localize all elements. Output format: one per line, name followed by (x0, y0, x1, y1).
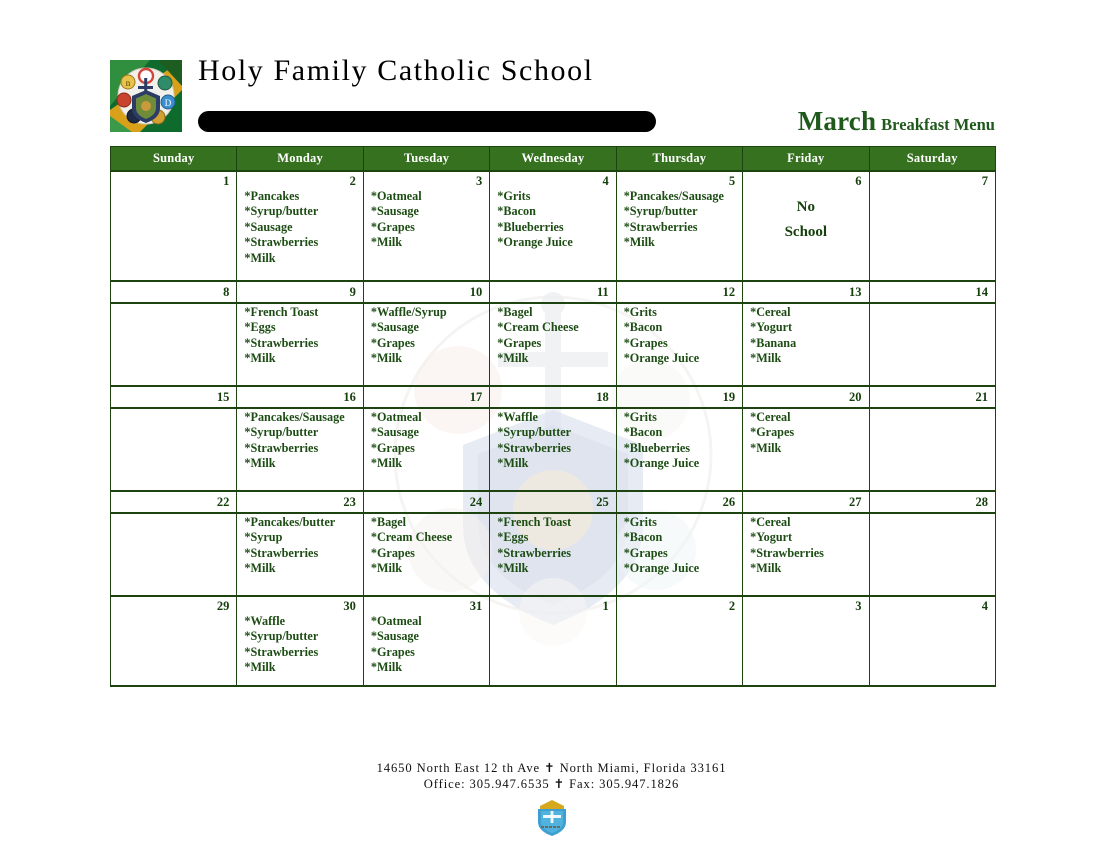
page-footer (0, 760, 1103, 838)
calendar-day-number-cell[interactable] (743, 386, 869, 408)
calendar-day-cell[interactable] (869, 408, 995, 491)
calendar-week-row (111, 408, 996, 491)
calendar-day-cell[interactable] (616, 171, 742, 281)
footer-address: 14650 North East 12 th Ave ✝ North Miami, Florida 33161 (376, 761, 727, 775)
breakfast-menu-calendar (110, 146, 996, 687)
meal-item: *Grits (623, 409, 657, 424)
meal-item: *Pancakes/Sausage (623, 188, 724, 203)
day-number: 4 (602, 173, 609, 188)
calendar-day-cell[interactable] (616, 596, 742, 686)
meal-item: *Grapes (370, 545, 415, 560)
meal-item-list (244, 189, 355, 267)
meal-item-list (371, 410, 482, 472)
calendar-week-row (111, 596, 996, 686)
meal-item: *Strawberries (623, 219, 698, 234)
calendar-day-cell[interactable] (743, 408, 869, 491)
meal-item: *Milk (750, 561, 782, 576)
school-crest-logo (110, 60, 182, 132)
calendar-date-band-row (111, 281, 996, 303)
meal-item: *Milk (623, 235, 655, 250)
meal-item: *Pancakes/Sausage (244, 409, 345, 424)
weekday-header-sunday: Sunday (111, 147, 237, 171)
calendar-day-cell[interactable] (616, 513, 742, 596)
meal-item: *Grits (497, 188, 531, 203)
svg-text:D: D (164, 98, 172, 108)
meal-item: *Eggs (244, 320, 276, 335)
menu-month: March (797, 106, 877, 136)
calendar-day-number-cell[interactable] (237, 491, 363, 513)
meal-item: *Pancakes (244, 188, 300, 203)
meal-item: *Waffle (497, 409, 538, 424)
calendar-day-cell[interactable] (490, 408, 616, 491)
day-number: 24 (469, 494, 483, 509)
meal-item: *Bacon (623, 320, 663, 335)
meal-item: *Milk (497, 456, 529, 471)
calendar-day-number-cell[interactable] (237, 281, 363, 303)
weekday-header-monday: Monday (237, 147, 363, 171)
meal-item: *Strawberries (244, 644, 319, 659)
meal-item: *Oatmeal (370, 409, 422, 424)
day-number: 25 (596, 494, 609, 509)
meal-item: *French Toast (497, 514, 572, 529)
meal-item-list (497, 189, 608, 251)
day-number: 8 (223, 284, 230, 299)
meal-item: *Sausage (370, 204, 419, 219)
calendar-day-cell[interactable] (743, 596, 869, 686)
meal-item: *Cream Cheese (370, 530, 453, 545)
meal-item: *Milk (370, 235, 402, 250)
calendar-day-cell[interactable] (111, 171, 237, 281)
day-number: 9 (349, 284, 356, 299)
calendar-day-number-cell[interactable] (490, 491, 616, 513)
page-title: Holy Family Catholic School (198, 54, 594, 87)
day-number: 29 (216, 598, 230, 613)
calendar-day-number-cell[interactable] (111, 281, 237, 303)
day-number: 13 (849, 284, 862, 299)
calendar-day-number-cell[interactable] (363, 281, 489, 303)
meal-item: *Banana (750, 335, 797, 350)
menu-title (798, 106, 995, 137)
meal-item: *Grapes (623, 545, 668, 560)
day-number: 26 (722, 494, 736, 509)
meal-item: *Sausage (370, 425, 419, 440)
page-header (110, 54, 995, 140)
calendar-day-cell[interactable] (490, 513, 616, 596)
calendar-day-cell[interactable] (237, 303, 363, 386)
day-number: 20 (849, 389, 862, 404)
meal-item: *Waffle (244, 613, 286, 628)
day-number: 30 (343, 598, 356, 613)
calendar-date-band-row (111, 491, 996, 513)
weekday-header-saturday: Saturday (869, 147, 995, 171)
calendar-day-cell[interactable] (111, 596, 237, 686)
footer-contact: Office: 305.947.6535 ✝ Fax: 305.947.1826 (423, 777, 680, 791)
meal-item: *Milk (244, 561, 276, 576)
meal-item-list (750, 305, 861, 367)
day-number: 1 (602, 598, 609, 613)
meal-item: *Oatmeal (370, 188, 422, 203)
meal-item-list (497, 305, 608, 367)
weekday-header-row (111, 147, 996, 171)
calendar-day-number-cell[interactable] (869, 491, 995, 513)
meal-item-list (371, 189, 482, 251)
black-redaction-bar (198, 111, 656, 132)
calendar-day-number-cell[interactable] (743, 281, 869, 303)
meal-item: *Milk (497, 351, 529, 366)
day-number: 17 (469, 389, 483, 404)
calendar-day-number-cell[interactable] (490, 281, 616, 303)
meal-item: *Grapes (497, 335, 542, 350)
weekday-header-wednesday: Wednesday (490, 147, 616, 171)
meal-item: *Grapes (750, 425, 795, 440)
meal-item: *Blueberries (623, 440, 691, 455)
meal-item: *Milk (497, 561, 529, 576)
school-crest-emblem (535, 798, 569, 838)
meal-item: *Grapes (370, 440, 415, 455)
weekday-header-thursday: Thursday (616, 147, 742, 171)
day-number: 7 (981, 173, 988, 188)
meal-item: *Milk (370, 660, 402, 675)
meal-item: *Orange Juice (623, 561, 700, 576)
meal-item: *Syrup/butter (497, 425, 572, 440)
meal-item-list (750, 410, 861, 457)
day-number: 3 (855, 598, 862, 613)
meal-item-list (371, 515, 482, 577)
calendar-day-cell[interactable] (743, 171, 869, 281)
calendar-day-cell[interactable] (237, 408, 363, 491)
meal-item: *Milk (244, 351, 276, 366)
day-number: 28 (975, 494, 988, 509)
meal-item: *Orange Juice (623, 351, 700, 366)
calendar-day-cell[interactable] (869, 513, 995, 596)
weekday-header-friday: Friday (743, 147, 869, 171)
calendar-day-cell[interactable] (490, 171, 616, 281)
calendar-day-cell[interactable] (869, 596, 995, 686)
meal-item: *Cereal (750, 304, 791, 319)
meal-item: *Milk (370, 561, 402, 576)
day-number: 15 (216, 389, 230, 404)
meal-item: *Orange Juice (623, 456, 700, 471)
meal-item: *Bagel (497, 304, 533, 319)
calendar-day-cell[interactable] (363, 596, 489, 686)
meal-item: *Bacon (497, 204, 536, 219)
meal-item: *Syrup (244, 530, 283, 545)
day-number: 27 (849, 494, 862, 509)
calendar-day-cell[interactable] (490, 303, 616, 386)
calendar-week-row (111, 303, 996, 386)
meal-item-list (497, 410, 608, 472)
meal-item: *Syrup/butter (244, 204, 319, 219)
svg-text:n: n (125, 78, 131, 88)
calendar-day-number-cell[interactable] (616, 491, 742, 513)
meal-item: *Milk (244, 456, 276, 471)
day-number: 23 (343, 494, 356, 509)
calendar-day-cell[interactable] (363, 513, 489, 596)
meal-item-list (244, 614, 355, 676)
meal-item: *Strawberries (244, 235, 319, 250)
calendar-day-number-cell[interactable] (869, 386, 995, 408)
day-number: 2 (728, 598, 736, 613)
calendar-day-number-cell[interactable] (363, 386, 489, 408)
meal-item: *Milk (244, 250, 276, 265)
meal-item: *French Toast (244, 304, 319, 319)
day-number: 3 (476, 173, 483, 188)
calendar-day-number-cell[interactable] (616, 281, 742, 303)
calendar-day-cell[interactable] (869, 171, 995, 281)
meal-item: *Eggs (497, 530, 529, 545)
meal-item-list (244, 515, 355, 577)
meal-item: *Milk (370, 456, 402, 471)
calendar-day-number-cell[interactable] (237, 386, 363, 408)
calendar-day-number-cell[interactable] (743, 491, 869, 513)
meal-item: *Strawberries (244, 545, 319, 560)
meal-item: *Grits (623, 514, 657, 529)
meal-item: *Syrup/butter (244, 425, 319, 440)
meal-item: *Grapes (370, 335, 415, 350)
calendar-week-row (111, 171, 996, 281)
no-school-note: No School (784, 198, 828, 240)
meal-item: *Blueberries (497, 219, 564, 234)
calendar-day-cell[interactable] (616, 408, 742, 491)
day-number: 2 (349, 173, 356, 188)
calendar-day-cell[interactable] (111, 513, 237, 596)
meal-item: *Orange Juice (497, 235, 573, 250)
meal-item: *Strawberries (244, 440, 319, 455)
meal-item: *Waffle/Syrup (370, 304, 447, 319)
day-number: 21 (975, 389, 988, 404)
meal-item: *Grapes (623, 335, 668, 350)
meal-item-list (497, 515, 608, 577)
calendar-day-cell[interactable] (237, 596, 363, 686)
meal-item-list (624, 410, 735, 472)
calendar-day-cell[interactable] (237, 513, 363, 596)
meal-item: *Milk (750, 440, 782, 455)
meal-item: *Oatmeal (370, 613, 422, 628)
calendar-day-cell[interactable] (363, 303, 489, 386)
calendar-week-row (111, 513, 996, 596)
day-number: 6 (855, 173, 862, 188)
calendar-date-band-row (111, 386, 996, 408)
day-number: 12 (722, 284, 736, 299)
meal-item: *Yogurt (750, 530, 793, 545)
meal-item: *Bagel (370, 514, 407, 529)
calendar-day-cell[interactable] (743, 303, 869, 386)
meal-item: *Milk (750, 351, 782, 366)
calendar-day-number-cell[interactable] (490, 386, 616, 408)
meal-item: *Grapes (370, 219, 415, 234)
calendar-day-cell[interactable] (111, 303, 237, 386)
meal-item: *Syrup/butter (623, 204, 698, 219)
meal-item: *Strawberries (750, 545, 824, 560)
meal-item: *Sausage (370, 320, 419, 335)
day-number: 19 (722, 389, 736, 404)
meal-item-list (244, 410, 355, 472)
meal-item: *Cream Cheese (497, 320, 579, 335)
meal-item: *Milk (244, 660, 276, 675)
calendar-day-number-cell[interactable] (363, 491, 489, 513)
meal-item: *Yogurt (750, 320, 793, 335)
meal-item: *Cereal (750, 409, 791, 424)
meal-item-list (371, 614, 482, 676)
meal-item-list (371, 305, 482, 367)
calendar-day-number-cell[interactable] (111, 386, 237, 408)
meal-item: *Sausage (244, 219, 293, 234)
calendar-day-cell[interactable] (743, 513, 869, 596)
day-number: 31 (469, 598, 483, 613)
day-number: 16 (343, 389, 356, 404)
meal-item-list (750, 515, 861, 577)
day-number: 5 (728, 173, 736, 188)
meal-item: *Grits (623, 304, 657, 319)
meal-item: *Bacon (623, 530, 663, 545)
meal-item: *Strawberries (244, 335, 319, 350)
meal-item-list (624, 515, 735, 577)
calendar-day-cell[interactable] (490, 596, 616, 686)
meal-item: *Strawberries (497, 545, 572, 560)
meal-item: *Bacon (623, 425, 663, 440)
calendar-day-number-cell[interactable] (616, 386, 742, 408)
day-number: 18 (596, 389, 609, 404)
meal-item: *Strawberries (497, 440, 572, 455)
calendar-day-cell[interactable] (363, 408, 489, 491)
meal-item-list (244, 305, 355, 367)
meal-item: *Grapes (370, 644, 415, 659)
day-number: 10 (469, 284, 483, 299)
meal-item: *Milk (370, 351, 402, 366)
meal-item: *Pancakes/butter (244, 514, 336, 529)
day-number: 14 (975, 284, 988, 299)
calendar-day-cell[interactable] (237, 171, 363, 281)
weekday-header-tuesday: Tuesday (363, 147, 489, 171)
meal-item-list (624, 305, 735, 367)
calendar-day-cell[interactable] (363, 171, 489, 281)
calendar-day-cell[interactable] (111, 408, 237, 491)
menu-kind: Breakfast Menu (881, 115, 995, 134)
day-number: 4 (981, 598, 988, 613)
day-number: 22 (216, 494, 230, 509)
meal-item-list (624, 189, 735, 251)
calendar-day-cell[interactable] (869, 303, 995, 386)
meal-item: *Syrup/butter (244, 629, 319, 644)
meal-item: *Sausage (370, 629, 419, 644)
calendar-day-cell[interactable] (616, 303, 742, 386)
meal-item: *Cereal (750, 514, 791, 529)
day-number: 11 (596, 284, 609, 299)
calendar-day-number-cell[interactable] (111, 491, 237, 513)
day-number: 1 (223, 173, 230, 188)
calendar-day-number-cell[interactable] (869, 281, 995, 303)
